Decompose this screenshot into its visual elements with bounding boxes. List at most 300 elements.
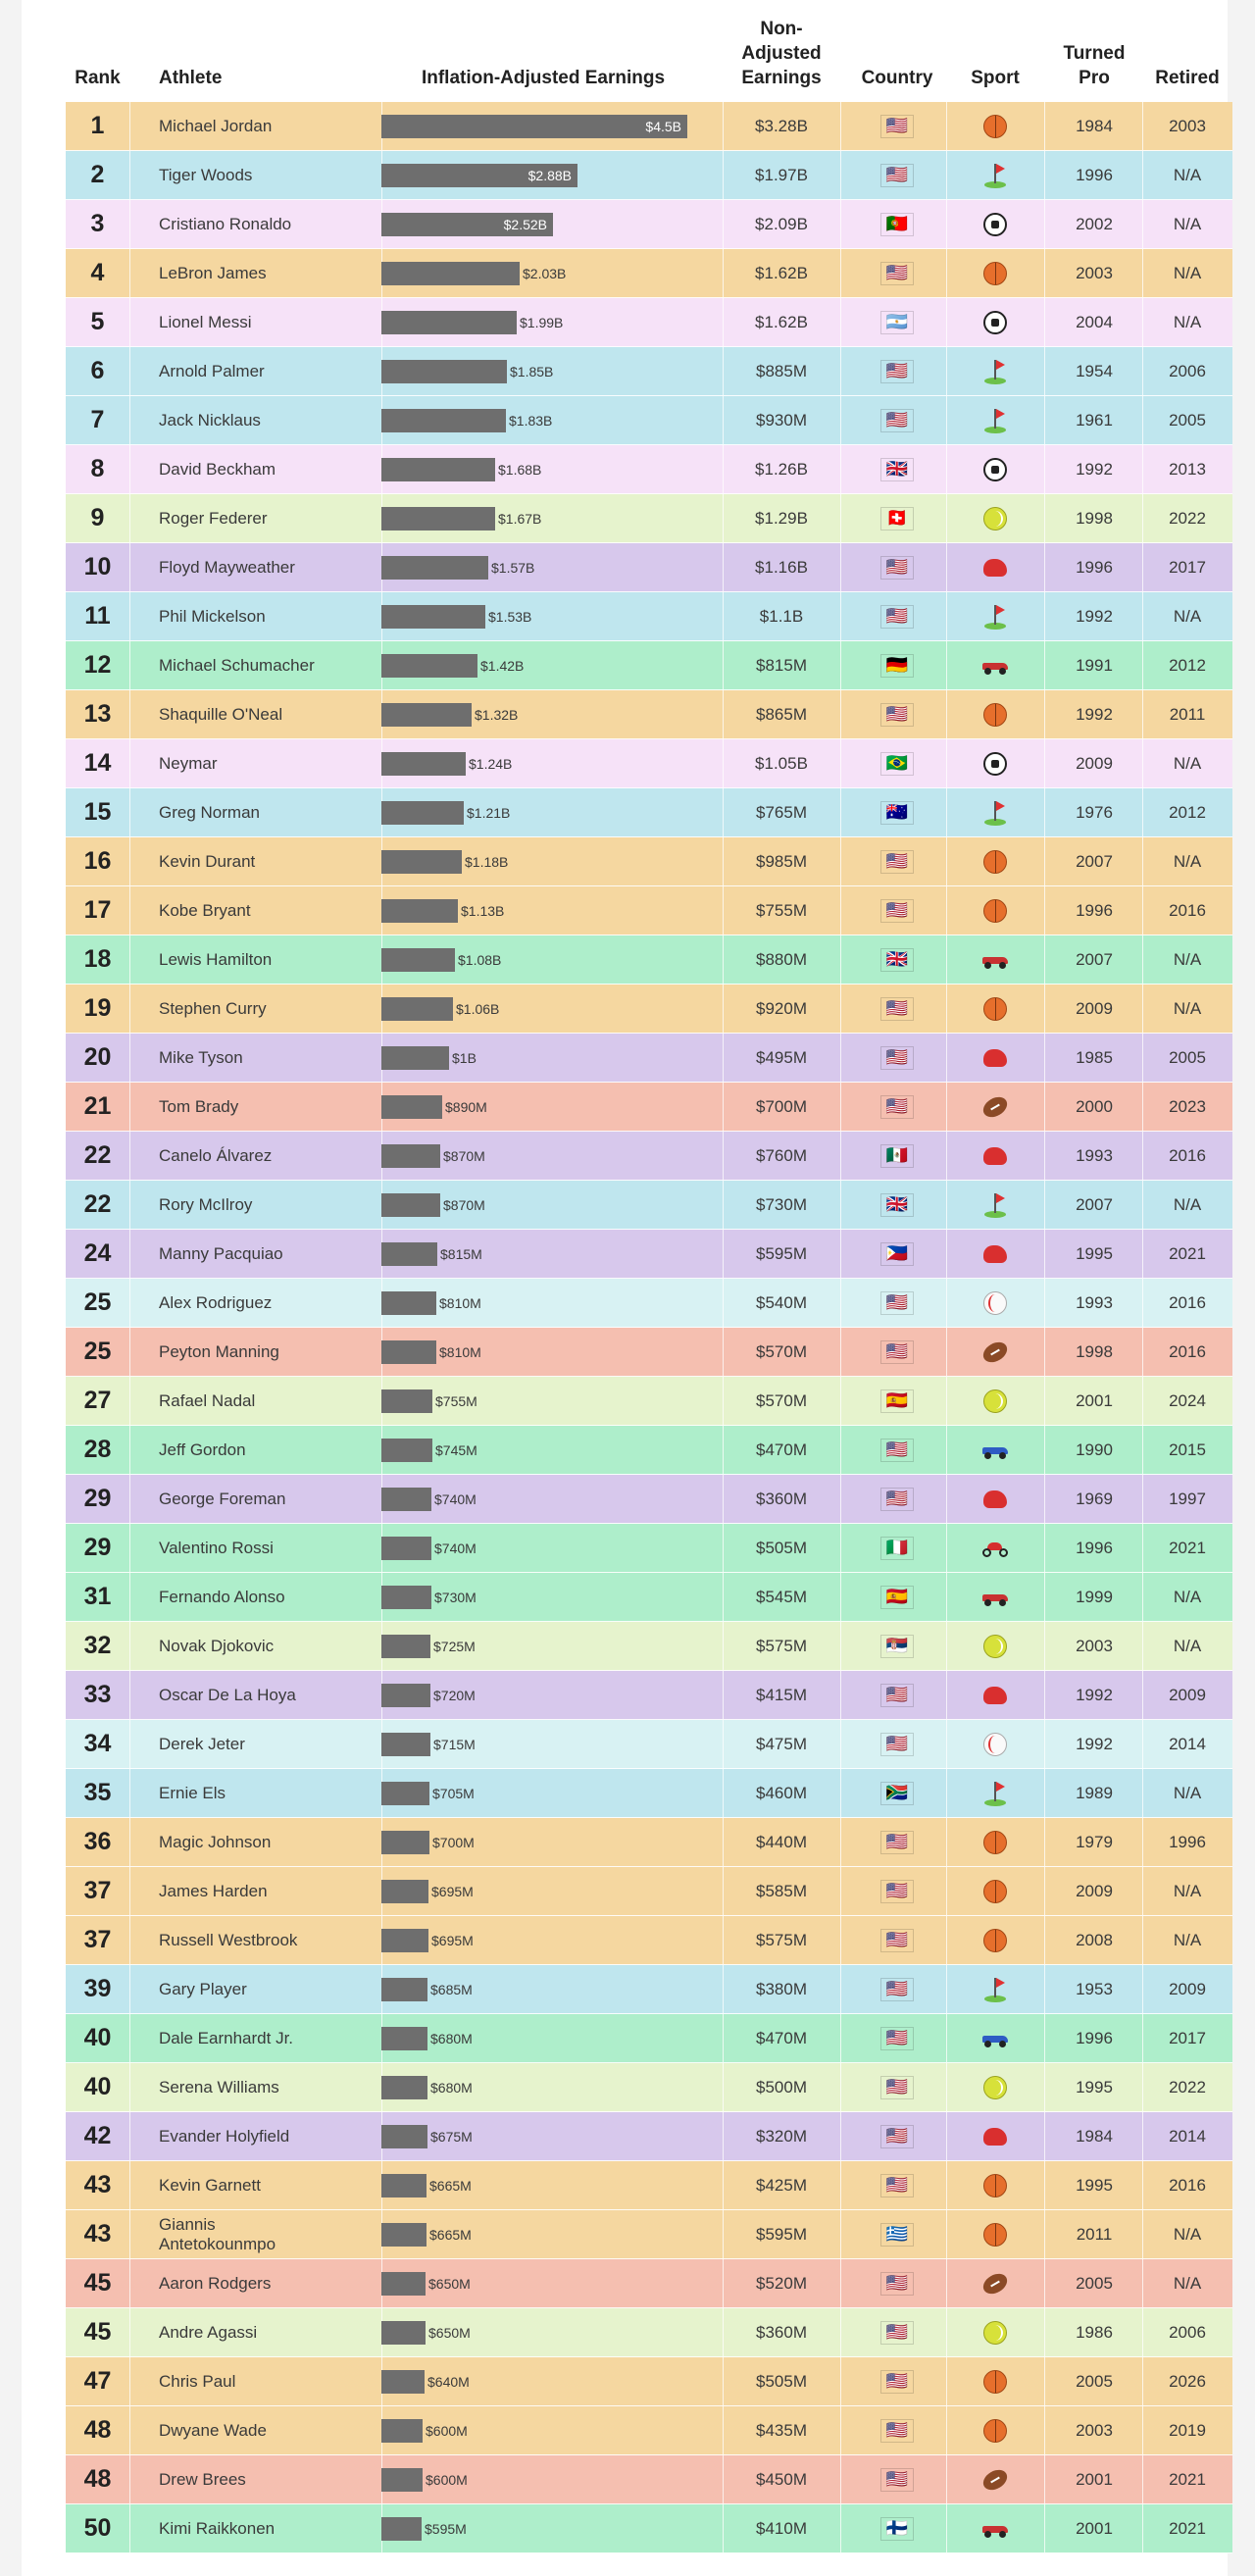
table-row — [66, 1965, 1232, 2014]
earnings-bar-label: $1.06B — [456, 1000, 500, 1017]
sport-cell — [948, 886, 1042, 934]
retired-year: 2011 — [1169, 704, 1206, 724]
country-cell — [850, 200, 944, 248]
column-divider — [129, 445, 130, 493]
column-divider — [840, 886, 841, 934]
rank-cell: 22 — [83, 1190, 112, 1218]
flag-serbia-icon: 🇷🇸 — [880, 1635, 914, 1658]
golf-icon — [982, 163, 1008, 188]
earnings-bar-cell — [381, 2455, 705, 2503]
non-adjusted-earnings: $1.29B — [755, 508, 808, 528]
flag-usa-icon: 🇺🇸 — [880, 164, 914, 187]
table-row — [66, 1426, 1232, 1475]
column-divider — [129, 2259, 130, 2307]
column-divider — [840, 1083, 841, 1131]
non-adjusted-earnings: $585M — [756, 1881, 807, 1900]
column-divider — [840, 1230, 841, 1278]
sport-cell — [948, 543, 1042, 591]
non-adjusted-earnings: $360M — [756, 1489, 807, 1508]
non-adjusted-earnings: $425M — [756, 2175, 807, 2195]
sport-cell — [948, 2455, 1042, 2503]
rank-cell: 31 — [83, 1583, 112, 1610]
column-divider — [1044, 102, 1045, 150]
rank-cell: 25 — [83, 1288, 112, 1316]
turned-pro-year: 1992 — [1076, 1734, 1113, 1753]
non-adjusted-earnings: $1.97B — [755, 165, 808, 184]
header-retired: Retired — [1155, 68, 1220, 88]
column-divider — [946, 1181, 947, 1229]
country-cell — [850, 2063, 944, 2111]
column-divider — [129, 935, 130, 984]
earnings-bar-cell — [381, 1573, 705, 1621]
column-divider — [840, 2455, 841, 2503]
sport-cell — [948, 1083, 1042, 1131]
earnings-bar-cell — [381, 935, 705, 984]
table-row — [66, 347, 1232, 396]
non-adjusted-earnings: $700M — [756, 1096, 807, 1116]
rank-cell: 24 — [83, 1239, 112, 1267]
athlete-name: Dwyane Wade — [159, 2420, 267, 2440]
turned-pro-year: 2004 — [1076, 312, 1113, 331]
column-divider — [946, 1573, 947, 1621]
table-row — [66, 1916, 1232, 1965]
earnings-bar-label: $1B — [452, 1049, 477, 1066]
table-row — [66, 2357, 1232, 2406]
country-cell — [850, 2014, 944, 2062]
column-divider — [840, 200, 841, 248]
rank-cell: 8 — [90, 455, 105, 482]
turned-pro-year: 1995 — [1076, 2077, 1113, 2096]
column-divider — [840, 2357, 841, 2405]
sport-cell — [948, 1818, 1042, 1866]
country-cell — [850, 886, 944, 934]
flag-usa-icon: 🇺🇸 — [880, 2027, 914, 2050]
athlete-name: Kobe Bryant — [159, 900, 251, 920]
rank-cell: 40 — [83, 2073, 112, 2100]
flag-switzerland-icon: 🇨🇭 — [880, 507, 914, 530]
country-cell — [850, 494, 944, 542]
column-divider — [129, 494, 130, 542]
column-divider — [129, 2455, 130, 2503]
column-divider — [129, 1965, 130, 2013]
flag-usa-icon: 🇺🇸 — [880, 115, 914, 138]
column-divider — [840, 347, 841, 395]
non-adjusted-earnings: $1.62B — [755, 263, 808, 282]
sport-cell — [948, 2210, 1042, 2258]
rank-cell: 35 — [83, 1779, 112, 1806]
column-divider — [129, 1916, 130, 1964]
column-divider — [946, 935, 947, 984]
earnings-bar — [381, 1929, 474, 1952]
column-divider — [840, 1720, 841, 1768]
column-divider — [840, 2112, 841, 2160]
earnings-bar-label: $2.52B — [503, 216, 547, 232]
sport-cell — [948, 641, 1042, 689]
earnings-bar-cell — [381, 592, 705, 640]
sport-cell — [948, 249, 1042, 297]
retired-year: 2021 — [1169, 1538, 1206, 1557]
flag-australia-icon: 🇦🇺 — [880, 801, 914, 825]
earnings-bar-label: $640M — [427, 2373, 470, 2390]
retired-year: 2016 — [1169, 1145, 1206, 1165]
column-divider — [840, 494, 841, 542]
column-divider — [840, 2210, 841, 2258]
flag-northern-ireland-icon: 🇬🇧 — [880, 1193, 914, 1217]
column-divider — [1044, 2210, 1045, 2258]
table-row — [66, 151, 1232, 200]
country-cell — [850, 2112, 944, 2160]
column-divider — [946, 2161, 947, 2209]
table-row — [66, 1818, 1232, 1867]
sport-cell — [948, 396, 1042, 444]
earnings-bar — [381, 2125, 473, 2148]
athlete-name: Chris Paul — [159, 2371, 236, 2391]
earnings-bar-label: $665M — [429, 2177, 472, 2194]
table-row — [66, 641, 1232, 690]
column-divider — [129, 2014, 130, 2062]
earnings-bar-cell — [381, 1132, 705, 1180]
column-divider — [129, 2406, 130, 2454]
athlete-name: Michael Schumacher — [159, 655, 315, 675]
country-cell — [850, 151, 944, 199]
racing-icon — [982, 2516, 1008, 2542]
rank-cell: 45 — [83, 2269, 112, 2297]
athlete-name: Tiger Woods — [159, 165, 253, 184]
turned-pro-year: 2003 — [1076, 1636, 1113, 1655]
table-row — [66, 298, 1232, 347]
column-divider — [946, 2357, 947, 2405]
flag-usa-icon: 🇺🇸 — [880, 850, 914, 874]
non-adjusted-earnings: $1.1B — [759, 606, 804, 626]
column-divider — [840, 2063, 841, 2111]
column-divider — [840, 1475, 841, 1523]
column-divider — [840, 2259, 841, 2307]
flag-usa-icon: 🇺🇸 — [880, 1684, 914, 1707]
earnings-bar-cell — [381, 2063, 705, 2111]
non-adjusted-earnings: $760M — [756, 1145, 807, 1165]
table-row — [66, 690, 1232, 739]
non-adjusted-earnings: $1.05B — [755, 753, 808, 773]
earnings-bar-label: $1.32B — [475, 706, 519, 723]
racing-icon — [982, 653, 1008, 679]
turned-pro-year: 1985 — [1076, 1047, 1113, 1067]
basketball-icon — [982, 2222, 1008, 2248]
table-row — [66, 1132, 1232, 1181]
retired-year: 2006 — [1169, 361, 1206, 380]
column-divider — [946, 1867, 947, 1915]
column-divider — [946, 1132, 947, 1180]
column-divider — [129, 739, 130, 787]
non-adjusted-earnings: $595M — [756, 2224, 807, 2244]
column-divider — [840, 641, 841, 689]
earnings-bar — [381, 654, 525, 678]
boxing-icon — [982, 1143, 1008, 1169]
athlete-name: Roger Federer — [159, 508, 268, 528]
header-athlete: Athlete — [159, 68, 223, 88]
stockcar-icon — [982, 2026, 1008, 2051]
earnings-bar-cell — [381, 2161, 705, 2209]
earnings-bar — [381, 605, 532, 629]
header-non-adjusted-line1: Non- — [760, 19, 803, 39]
non-adjusted-earnings: $415M — [756, 1685, 807, 1704]
flag-spain-icon: 🇪🇸 — [880, 1389, 914, 1413]
flag-usa-icon: 🇺🇸 — [880, 1929, 914, 1952]
column-divider — [129, 1083, 130, 1131]
flag-usa-icon: 🇺🇸 — [880, 2370, 914, 2394]
turned-pro-year: 1969 — [1076, 1489, 1113, 1508]
rank-cell: 42 — [83, 2122, 112, 2149]
earnings-bar-cell — [381, 1034, 705, 1082]
header-non-adjusted — [723, 17, 840, 90]
earnings-bar-label: $1.85B — [510, 363, 554, 379]
sport-cell — [948, 788, 1042, 836]
athlete-name: George Foreman — [159, 1489, 286, 1508]
non-adjusted-earnings: $575M — [756, 1930, 807, 1949]
earnings-bar-label: $2.88B — [527, 167, 572, 183]
earnings-bar-cell — [381, 2308, 705, 2356]
turned-pro-year: 1998 — [1076, 508, 1113, 528]
column-divider — [129, 102, 130, 150]
table-row — [66, 249, 1232, 298]
earnings-bar-label: $4.5B — [645, 118, 681, 134]
turned-pro-year: 2001 — [1076, 1390, 1113, 1410]
earnings-bar-cell — [381, 298, 705, 346]
rank-cell: 13 — [83, 700, 112, 728]
country-cell — [850, 1573, 944, 1621]
column-divider — [840, 837, 841, 885]
turned-pro-year: 1996 — [1076, 1538, 1113, 1557]
earnings-bar-cell — [381, 396, 705, 444]
column-divider — [946, 396, 947, 444]
athlete-name: Novak Djokovic — [159, 1636, 275, 1655]
earnings-bar-label: $695M — [431, 1883, 474, 1899]
table-card — [22, 0, 1228, 2576]
turned-pro-year: 1961 — [1076, 410, 1113, 429]
earnings-bar — [381, 409, 553, 432]
racing-icon — [982, 1585, 1008, 1610]
earnings-bar-label: $650M — [428, 2324, 471, 2341]
turned-pro-year: 1993 — [1076, 1145, 1113, 1165]
earnings-bar-cell — [381, 1965, 705, 2013]
column-divider — [1044, 1328, 1045, 1376]
column-divider — [946, 1965, 947, 2013]
athlete-name: Cristiano Ronaldo — [159, 214, 292, 233]
rank-cell: 3 — [90, 210, 105, 237]
non-adjusted-earnings: $3.28B — [755, 116, 808, 135]
sport-cell — [948, 2308, 1042, 2356]
country-cell — [850, 2357, 944, 2405]
flag-brazil-icon: 🇧🇷 — [880, 752, 914, 776]
earnings-bar-label: $755M — [435, 1392, 477, 1409]
column-divider — [129, 2308, 130, 2356]
retired-year: N/A — [1173, 263, 1202, 282]
earnings-bar-label: $600M — [426, 2422, 468, 2439]
flag-usa-icon: 🇺🇸 — [880, 899, 914, 923]
turned-pro-year: 1986 — [1076, 2322, 1113, 2342]
rank-cell: 1 — [90, 112, 105, 139]
earnings-bar — [381, 1389, 477, 1413]
table-row — [66, 1671, 1232, 1720]
retired-year: 2022 — [1169, 508, 1206, 528]
column-divider — [946, 2112, 947, 2160]
column-divider — [946, 102, 947, 150]
column-divider — [840, 2161, 841, 2209]
flag-usa-icon: 🇺🇸 — [880, 1291, 914, 1315]
table-row — [66, 543, 1232, 592]
table-row — [66, 2063, 1232, 2112]
non-adjusted-earnings: $540M — [756, 1292, 807, 1312]
athlete-name: Floyd Mayweather — [159, 557, 295, 577]
athlete-name: Gary Player — [159, 1979, 247, 1998]
golf-icon — [982, 1781, 1008, 1806]
earnings-bar — [381, 850, 509, 874]
earnings-bar-cell — [381, 347, 705, 395]
earnings-bar-label: $1.99B — [520, 314, 564, 330]
turned-pro-year: 2009 — [1076, 998, 1113, 1018]
turned-pro-year: 2002 — [1076, 214, 1113, 233]
earnings-bar-cell — [381, 1622, 705, 1670]
earnings-bar-label: $870M — [443, 1196, 485, 1213]
column-divider — [129, 690, 130, 738]
rank-cell: 17 — [83, 896, 112, 924]
earnings-bar-cell — [381, 1769, 705, 1817]
earnings-bar — [381, 2076, 473, 2099]
rank-cell: 40 — [83, 2024, 112, 2051]
column-divider — [946, 1328, 947, 1376]
column-divider — [840, 690, 841, 738]
table-row — [66, 1867, 1232, 1916]
retired-year: 2019 — [1169, 2420, 1206, 2440]
earnings-bar-cell — [381, 1426, 705, 1474]
column-divider — [946, 2210, 947, 2258]
column-divider — [840, 1867, 841, 1915]
country-cell — [850, 985, 944, 1033]
table-row — [66, 200, 1232, 249]
rank-cell: 9 — [90, 504, 105, 531]
turned-pro-year: 1996 — [1076, 2028, 1113, 2047]
earnings-bar — [381, 213, 553, 236]
golf-icon — [982, 800, 1008, 826]
country-cell — [850, 837, 944, 885]
non-adjusted-earnings: $985M — [756, 851, 807, 871]
country-cell — [850, 788, 944, 836]
earnings-bar — [381, 1831, 475, 1854]
earnings-bar — [381, 2468, 468, 2492]
column-divider — [946, 1671, 947, 1719]
column-divider — [1044, 1916, 1045, 1964]
table-row — [66, 739, 1232, 788]
column-divider — [1044, 1034, 1045, 1082]
flag-usa-icon: 🇺🇸 — [880, 605, 914, 629]
column-divider — [129, 1573, 130, 1621]
turned-pro-year: 1984 — [1076, 116, 1113, 135]
non-adjusted-earnings: $475M — [756, 1734, 807, 1753]
earnings-bar-label: $650M — [428, 2275, 471, 2292]
golf-icon — [982, 408, 1008, 433]
header-country: Country — [861, 68, 933, 88]
sport-cell — [948, 1524, 1042, 1572]
table-row — [66, 1524, 1232, 1573]
turned-pro-year: 1976 — [1076, 802, 1113, 822]
earnings-bar-cell — [381, 1720, 705, 1768]
column-divider — [840, 1916, 841, 1964]
earnings-bar — [381, 360, 554, 383]
turned-pro-year: 1996 — [1076, 900, 1113, 920]
soccer-icon — [982, 751, 1008, 777]
country-cell — [850, 1230, 944, 1278]
country-cell — [850, 935, 944, 984]
column-divider — [840, 935, 841, 984]
column-divider — [946, 543, 947, 591]
column-divider — [946, 1769, 947, 1817]
earnings-bar-label: $815M — [440, 1245, 482, 1262]
football-icon — [982, 1339, 1008, 1365]
earnings-bar-cell — [381, 739, 705, 787]
table-row — [66, 2455, 1232, 2504]
country-cell — [850, 1132, 944, 1180]
column-divider — [946, 1279, 947, 1327]
column-divider — [1044, 592, 1045, 640]
earnings-bar — [381, 1193, 485, 1217]
sport-cell — [948, 985, 1042, 1033]
retired-year: 1997 — [1169, 1489, 1206, 1508]
earnings-bar-cell — [381, 2259, 705, 2307]
athlete-name: Canelo Álvarez — [159, 1145, 273, 1165]
earnings-bar — [381, 1537, 477, 1560]
header-non-adjusted-line2: Adjusted — [741, 43, 822, 64]
table-row — [66, 2161, 1232, 2210]
athlete-name: Tom Brady — [159, 1096, 239, 1116]
basketball-icon — [982, 996, 1008, 1022]
retired-year: 2009 — [1169, 1685, 1206, 1704]
flag-usa-icon: 🇺🇸 — [880, 2272, 914, 2296]
column-divider — [840, 102, 841, 150]
sport-cell — [948, 347, 1042, 395]
flag-usa-icon: 🇺🇸 — [880, 997, 914, 1021]
column-divider — [1044, 1965, 1045, 2013]
earnings-bar-cell — [381, 543, 705, 591]
retired-year: N/A — [1173, 1587, 1202, 1606]
flag-usa-icon: 🇺🇸 — [880, 703, 914, 727]
table-row — [66, 445, 1232, 494]
column-divider — [1044, 2308, 1045, 2356]
sport-cell — [948, 1181, 1042, 1229]
header-sport: Sport — [971, 68, 1020, 88]
turned-pro-year: 1984 — [1076, 2126, 1113, 2146]
earnings-bar — [381, 1291, 481, 1315]
retired-year: N/A — [1173, 2224, 1202, 2244]
tennis-icon — [982, 506, 1008, 531]
rank-cell: 27 — [83, 1387, 112, 1414]
basketball-icon — [982, 2173, 1008, 2198]
rank-cell: 20 — [83, 1043, 112, 1071]
turned-pro-year: 1998 — [1076, 1341, 1113, 1361]
sport-cell — [948, 2406, 1042, 2454]
sport-cell — [948, 1475, 1042, 1523]
basketball-icon — [982, 114, 1008, 139]
header-rank: Rank — [75, 68, 121, 88]
athlete-name: Derek Jeter — [159, 1734, 245, 1753]
turned-pro-year: 1979 — [1076, 1832, 1113, 1851]
column-divider — [1044, 494, 1045, 542]
non-adjusted-earnings: $765M — [756, 802, 807, 822]
earnings-bar-label: $740M — [434, 1490, 477, 1507]
table-header — [66, 0, 1232, 105]
earnings-bar — [381, 507, 542, 530]
retired-year: 2022 — [1169, 2077, 1206, 2096]
sport-cell — [948, 1377, 1042, 1425]
turned-pro-year: 2003 — [1076, 2420, 1113, 2440]
